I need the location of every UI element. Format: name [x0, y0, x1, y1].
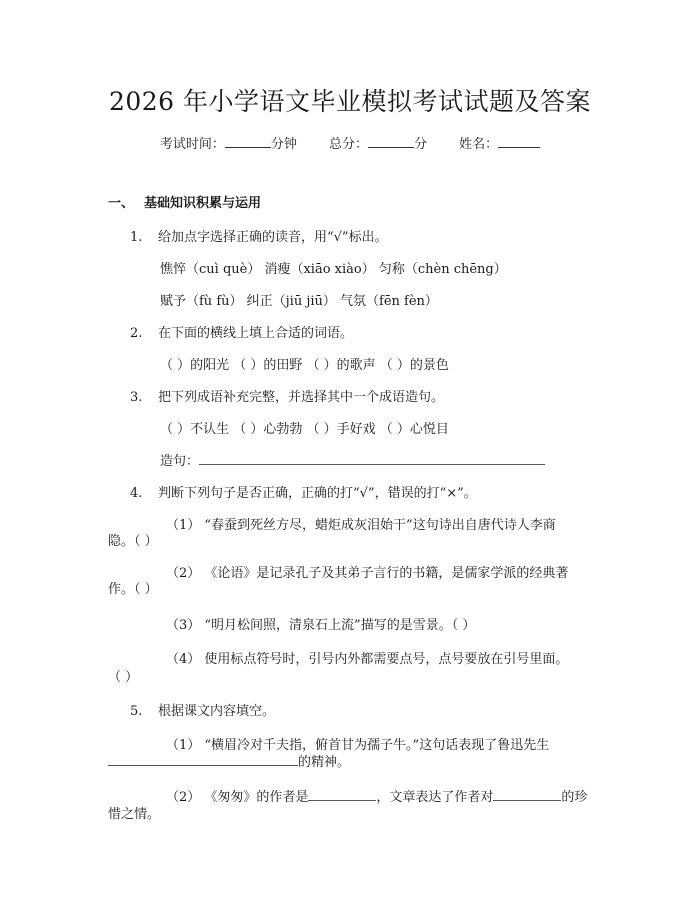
question-4 [130, 482, 477, 501]
total-score-field [329, 137, 431, 152]
fill-item-1-blank[interactable] [108, 753, 298, 766]
question-3 [130, 386, 444, 405]
question-number: 4. [130, 486, 143, 501]
exam-time-unit: 分钟 [270, 137, 297, 152]
sentence-label: 造句： [160, 454, 200, 469]
fill-item-1: （1） “横眉冷对千夫指，俯首甘为孺子牛。”这句话表现了鲁迅先生 [166, 738, 550, 753]
question-2 [130, 322, 353, 341]
judge-item-1: （1） “春蚕到死丝方尽，蜡炬成灰泪始干”这句诗出自唐代诗人李商 [166, 518, 556, 533]
question-text: 在下面的横线上填上合适的词语。 [158, 326, 354, 341]
fill-item-2-suffix: 的珍 [561, 790, 588, 805]
fill-item-1-suffix: 的精神。 [298, 755, 351, 770]
idiom-row: （ ）不认生 （ ）心勃勃 （ ）手好戏 （ ）心悦目 [160, 422, 449, 437]
fill-item-2-middle: ，文章表达了作者对 [376, 790, 494, 805]
sentence-blank[interactable] [199, 452, 545, 465]
author-blank[interactable] [308, 788, 376, 801]
pinyin-row-2: 赋予（fù fù） 纠正（jiū jiū） 气氛（fēn fèn） [160, 294, 438, 309]
pinyin-row-1: 憔悴（cuì què） 消瘦（xiāo xiào） 匀称（chèn chēng） [160, 262, 507, 277]
question-number: 1. [130, 230, 143, 245]
total-score-unit: 分 [414, 137, 428, 152]
fill-item-2-prefix: （2） 《匆匆》的作者是 [166, 790, 309, 805]
fill-item-2 [166, 786, 587, 805]
question-5 [130, 700, 275, 719]
exam-time-blank[interactable] [225, 134, 271, 148]
judge-item-4: （4） 使用标点符号时，引号内外都需要点号，点号要放在引号里面。 [166, 652, 569, 667]
section-number: 一、 [108, 196, 135, 211]
cherish-blank[interactable] [493, 788, 561, 801]
fill-item-1-cont [108, 751, 350, 770]
question-text: 给加点字选择正确的读音，用“√”标出。 [158, 230, 388, 245]
judge-item-3: （3） “明月松间照，清泉石上流”描写的是雪景。（ ） [166, 618, 476, 633]
total-score-label: 总分： [328, 137, 368, 152]
exam-time-label: 考试时间： [159, 137, 225, 152]
question-text: 判断下列句子是否正确，正确的打“√”，错误的打“×”。 [158, 486, 477, 501]
student-name-field [459, 137, 540, 152]
question-1 [130, 226, 388, 245]
section-title: 基础知识积累与运用 [144, 196, 262, 211]
page-title: 2026 年小学语文毕业模拟考试试题及答案 [108, 87, 592, 116]
question-text: 把下列成语补充完整，并选择其中一个成语造句。 [158, 390, 445, 405]
judge-item-2-cont: 作。（ ） [108, 582, 158, 597]
student-name-blank[interactable] [498, 134, 540, 148]
total-score-blank[interactable] [368, 134, 414, 148]
fill-words-row: （ ）的阳光 （ ）的田野 （ ）的歌声 （ ）的景色 [160, 358, 449, 373]
student-name-label: 姓名： [459, 137, 499, 152]
section-heading [108, 192, 261, 211]
question-number: 5. [130, 704, 143, 719]
question-text: 根据课文内容填空。 [158, 704, 276, 719]
fill-item-2-cont: 惜之情。 [108, 807, 161, 822]
judge-item-2: （2） 《论语》是记录孔子及其弟子言行的书籍，是儒家学派的经典著 [166, 566, 569, 581]
question-number: 3. [130, 390, 143, 405]
judge-item-4-cont: （ ） [108, 670, 139, 685]
question-number: 2. [130, 326, 143, 341]
exam-info-line [0, 133, 700, 152]
sentence-line [160, 450, 545, 469]
judge-item-1-cont: 隐。（ ） [108, 534, 158, 549]
exam-time-field [160, 137, 301, 152]
